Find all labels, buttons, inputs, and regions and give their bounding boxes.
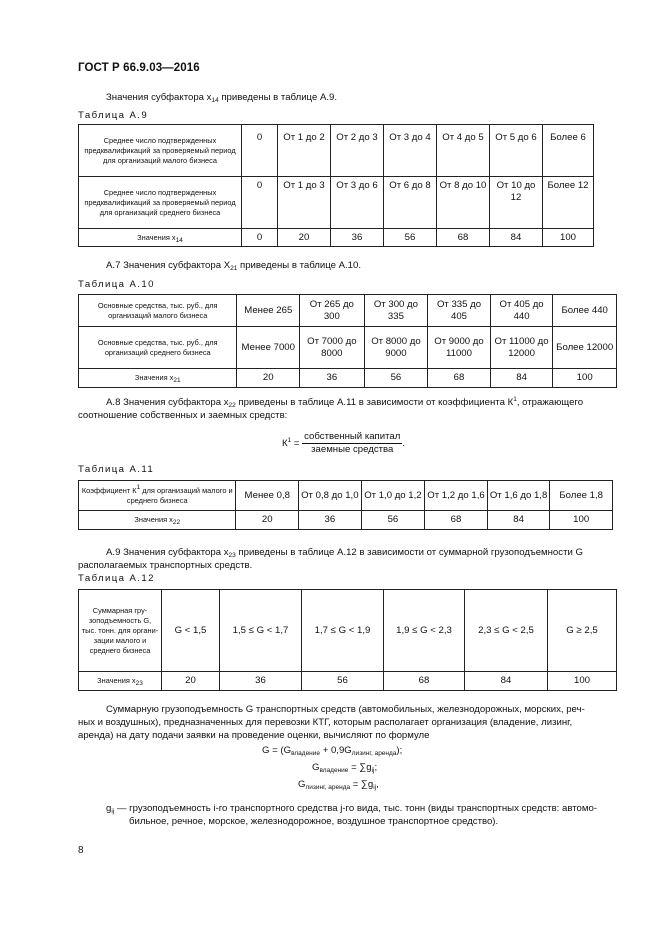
page-number: 8 (78, 845, 84, 856)
row-label: Среднее число подтвержденных предквалификаций за проверяемый период для организаций малого бизнеса (79, 125, 242, 177)
formula-g-leasing: $G_{лизинг, аренда} = \sum g_{ij}$, (298, 779, 379, 791)
row-label: Значения $x_{22}$ (79, 511, 236, 530)
table-cell: 56 (361, 511, 425, 530)
table-cell: 1,7 ≤ G < 1,9 (302, 590, 384, 672)
table-cell: От 300 до 335 (364, 295, 428, 327)
table-cell: 100 (543, 229, 594, 247)
table-cell: От 1 до 3 (278, 177, 331, 229)
para-a7: А.7 Значения субфактора $X_{21}$ приведены в таблице А.10. (106, 260, 362, 272)
table-cell: Менее 265 (237, 295, 300, 327)
table-cell: Более 440 (553, 295, 617, 327)
formula-g-ownership: $G_{владение} = \sum g_{ij}$; (312, 762, 378, 774)
table-row (79, 229, 594, 247)
table-row (79, 177, 594, 229)
row-label: Среднее число подтвержденных предквалификаций за проверяемый период для организаций среднего бизнеса (79, 177, 242, 229)
table-cell: 56 (364, 369, 428, 388)
document-header: ГОСТ Р 66.9.03—2016 (78, 62, 200, 74)
table-cell: 100 (548, 672, 617, 691)
row-label: Значения $x_{21}$ (79, 369, 237, 388)
table-cell: Менее 7000 (237, 327, 300, 369)
table-row (79, 125, 594, 177)
table-cell: От 10 до 12 (490, 177, 543, 229)
table-row (79, 511, 613, 530)
table-row (79, 481, 613, 511)
row-label: Основные средства, тыс. руб., для организаций малого бизнеса (79, 295, 237, 327)
table-cell: 56 (302, 672, 384, 691)
table-row (79, 369, 617, 388)
table-cell: От 7000 до 8000 (300, 327, 365, 369)
table-a9 (78, 124, 594, 247)
table-cell: 36 (300, 369, 365, 388)
row-label: Значения $x_{23}$ (79, 672, 162, 691)
table-a12 (78, 589, 617, 691)
table-cell: 36 (331, 229, 384, 247)
table-cell: Более 1,8 (550, 481, 613, 511)
table-cell: 36 (220, 672, 302, 691)
fraction: $\frac{\text{собственный капитал}}{\text{заемные средства}}$ (304, 431, 401, 455)
table-cell: Более 12000 (553, 327, 617, 369)
table-cell: 0 (242, 177, 278, 229)
table-cell: От 5 до 6 (490, 125, 543, 177)
row-label: Коэффициент $К^1$ для организаций малого и среднего бизнеса (79, 481, 236, 511)
table-a12-caption: Таблица А.12 (78, 573, 155, 584)
table-cell: От 335 до 405 (428, 295, 491, 327)
para-a8-line2: соотношение собственных и заемных средств: (78, 410, 288, 421)
table-cell: От 8 до 10 (437, 177, 490, 229)
table-cell: 1,5 ≤ G < 1,7 (220, 590, 302, 672)
table-cell: Менее 0,8 (236, 481, 299, 511)
table-cell: 84 (487, 511, 550, 530)
table-cell: Более 12 (543, 177, 594, 229)
table-cell: 68 (425, 511, 488, 530)
para-g-line1: Суммарную грузоподъемность G транспортных средств (автомобильных, железнодорожных, морских, реч- (106, 704, 585, 715)
para-a9-line2: располагаемых транспортных средств. (78, 560, 253, 571)
para-a8-line1: А.8 Значения субфактора $x_{22}$ приведены в таблице А.11 в зависимости от коэффициента $К^1$, отражающего (106, 396, 584, 409)
table-cell: 2,3 ≤ G < 2,5 (465, 590, 548, 672)
table-cell: От 3 до 6 (331, 177, 384, 229)
table-cell: 20 (236, 511, 299, 530)
table-row (79, 672, 617, 691)
para-g-line3: аренда) на дату подачи заявки на проведение оценки, вычисляют по формуле (78, 730, 430, 741)
para-a9-line1: А.9 Значения субфактора $x_{23}$ приведены в таблице А.12 в зависимости от суммарной грузоподъемности G (106, 547, 583, 559)
table-cell: От 2 до 3 (331, 125, 384, 177)
table-row (79, 295, 617, 327)
definition-line2: бильное, речное, морское, железнодорожное, воздушное транспортное средство). (129, 816, 499, 827)
table-cell: 0 (242, 125, 278, 177)
table-cell: 84 (490, 369, 553, 388)
table-a11-caption: Таблица А.11 (78, 464, 155, 475)
table-cell: 36 (299, 511, 362, 530)
table-cell: От 1,6 до 1,8 (487, 481, 550, 511)
formula-k: $К^1$ = $\frac{\text{собственный капитал}}{\text{заемные средства}}$ . (282, 431, 406, 455)
table-cell: От 4 до 5 (437, 125, 490, 177)
table-cell: От 11000 до 12000 (490, 327, 553, 369)
formula-g: $G = (G_{владение} + 0,9G_{лизинг, аренда})$; (262, 745, 403, 757)
table-cell: 68 (428, 369, 491, 388)
table-row (79, 327, 617, 369)
table-cell: От 1,0 до 1,2 (361, 481, 425, 511)
table-cell: G ≥ 2,5 (548, 590, 617, 672)
table-cell: 20 (278, 229, 331, 247)
table-a10-caption: Таблица А.10 (78, 279, 155, 290)
table-cell: 1,9 ≤ G < 2,3 (384, 590, 465, 672)
para-g-line2: ных и воздушных), предназначенных для перевозки КТГ, которым располагает организация (владение, лизинг, (78, 717, 573, 728)
table-cell: От 1,2 до 1,6 (425, 481, 488, 511)
table-cell: От 405 до 440 (490, 295, 553, 327)
table-cell: G < 1,5 (162, 590, 220, 672)
table-cell: 100 (550, 511, 613, 530)
table-cell: От 3 до 4 (384, 125, 437, 177)
row-label: Значения $x_{14}$ (79, 229, 242, 247)
table-cell: 68 (437, 229, 490, 247)
table-a11 (78, 480, 613, 530)
table-a10 (78, 294, 617, 388)
table-cell: 84 (490, 229, 543, 247)
table-cell: 84 (465, 672, 548, 691)
table-a9-caption: Таблица А.9 (78, 110, 149, 121)
table-cell: От 9000 до 11000 (428, 327, 491, 369)
table-cell: Более 6 (543, 125, 594, 177)
table-cell: 20 (162, 672, 220, 691)
table-row (79, 590, 617, 672)
table-cell: 56 (384, 229, 437, 247)
table-cell: От 1 до 2 (278, 125, 331, 177)
row-label: Суммарная гру-зоподъемность G, тыс. тонн. для органи-зации малого и среднего бизнеса (79, 590, 162, 672)
table-cell: От 6 до 8 (384, 177, 437, 229)
table-cell: 100 (553, 369, 617, 388)
table-cell: 68 (384, 672, 465, 691)
table-cell: От 0,8 до 1,0 (299, 481, 362, 511)
table-cell: От 8000 до 9000 (364, 327, 428, 369)
table-cell: От 265 до 300 (300, 295, 365, 327)
intro-a9-text: Значения субфактора $x_{14}$ приведены в таблице А.9. (106, 92, 338, 104)
definition-line1: $g_{ij}$ — грузоподъемность i-го транспортного средства j-го вида, тыс. тонн (виды транспортных средств: автомо- (106, 803, 597, 815)
table-cell: 0 (242, 229, 278, 247)
row-label: Основные средства, тыс. руб., для организаций среднего бизнеса (79, 327, 237, 369)
table-cell: 20 (237, 369, 300, 388)
